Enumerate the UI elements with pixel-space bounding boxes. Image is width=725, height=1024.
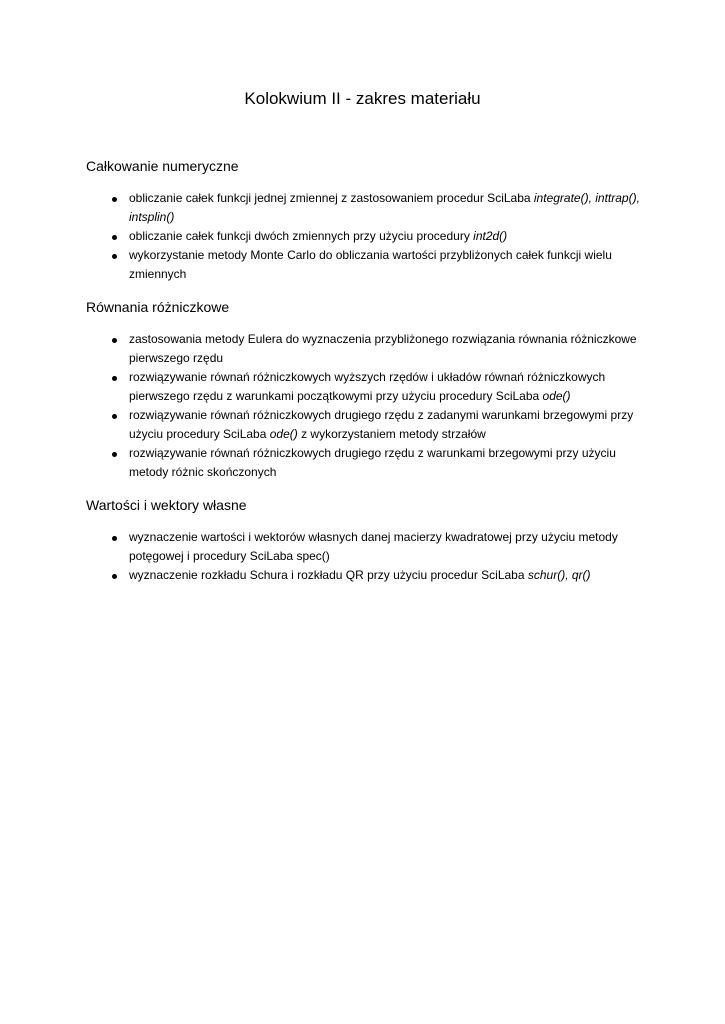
document-title: Kolokwium II - zakres materiału [244,89,481,108]
item-text: rozwiązywanie równań różniczkowych wyższych rzędów i układów równań różniczkowych pierwszego rzędu z warunkami początkowymi przy użyciu procedury SciLaba [129,370,606,403]
item-code: schur(), qr() [527,568,591,582]
list-item [86,227,646,246]
bullet-icon [112,452,117,457]
item-text: wyznaczenie wartości i wektorów własnych danej macierzy kwadratowej przy użyciu metody potęgowej i procedury SciLaba spec() [129,530,618,563]
bullet-icon [112,536,117,541]
item-text: wyznaczenie rozkładu Schura i rozkładu QR przy użyciu procedur SciLaba [129,568,528,582]
item-text: rozwiązywanie równań różniczkowych drugiego rzędu z warunkami brzegowymi przy użyciu metody różnic skończonych [129,446,616,479]
list-item [86,189,646,227]
item-code: integrate(), inttrap(), intsplin() [129,191,640,224]
section-list-calkowanie [86,189,646,284]
item-text-after: z wykorzystaniem metody strzałów [297,427,486,441]
bullet-icon [112,376,117,381]
item-text: obliczanie całek funkcji dwóch zmiennych przy użyciu procedury [129,229,474,243]
item-code: int2d() [473,229,508,243]
list-item [86,566,646,585]
bullet-icon [112,254,117,259]
section-list-wartosci [86,528,646,585]
item-text: rozwiązywanie równań różniczkowych drugiego rzędu z zadanymi warunkami brzegowymi przy użyciu procedury SciLaba [129,408,634,441]
bullet-icon [112,414,117,419]
item-text: wykorzystanie metody Monte Carlo do obliczania wartości przybliżonych całek funkcji wielu zmiennych [129,248,612,281]
bullet-icon [112,338,117,343]
item-text: obliczanie całek funkcji jednej zmiennej z zastosowaniem procedur SciLaba [129,191,534,205]
list-item [86,406,646,444]
item-text: zastosowania metody Eulera do wyznaczenia przybliżonego rozwiązania równania różniczkowe pierwszego rzędu [129,332,637,365]
bullet-icon [112,235,117,240]
section-heading-calkowanie: Całkowanie numeryczne [86,158,239,174]
list-item [86,368,646,406]
section-heading-wartosci: Wartości i wektory własne [86,497,247,513]
section-list-rownania [86,330,646,482]
bullet-icon [112,574,117,579]
list-item [86,330,646,368]
section-heading-rownania: Równania różniczkowe [86,299,230,315]
item-code: ode() [542,389,571,403]
bullet-icon [112,197,117,202]
list-item [86,444,646,482]
list-item [86,528,646,566]
list-item [86,246,646,284]
item-code: ode() [269,427,298,441]
